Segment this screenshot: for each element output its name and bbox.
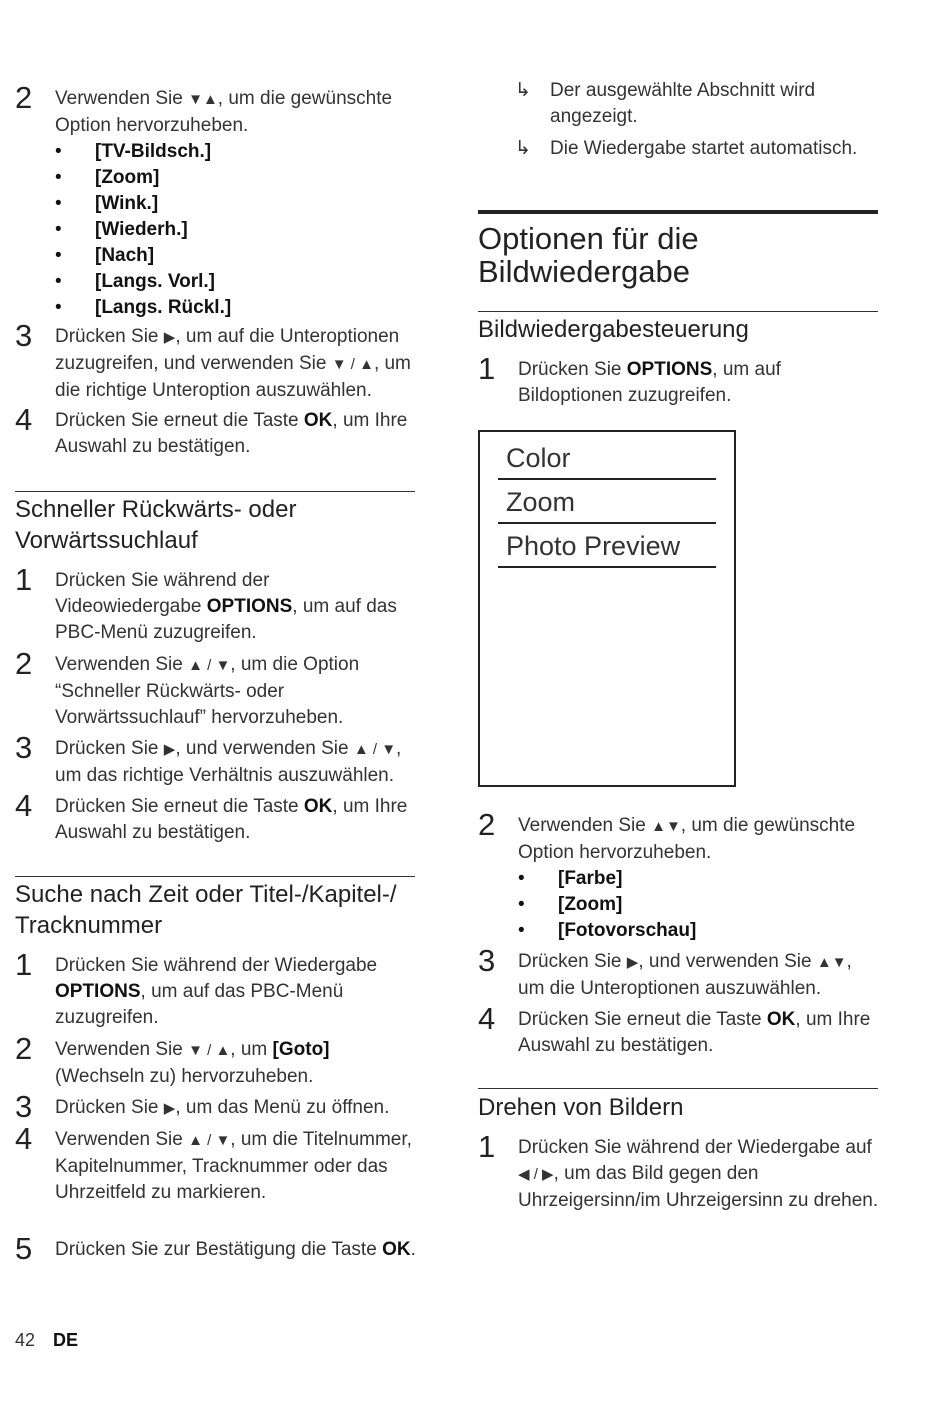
text: , um [230,1039,273,1060]
text: Verwenden Sie [55,88,189,109]
left-right-arrow-icon: ◀ / ▶ [518,1166,554,1183]
step-text [518,357,880,409]
list-item: • [Langs. Rückl.] [55,295,417,321]
list-item: • [Wiederh.] [55,217,417,243]
text: , um die gewünschte Option hervorzuheben. [55,88,393,136]
option-list [518,866,880,944]
options-key-label: OPTIONS [206,596,293,617]
text: Drücken Sie [518,951,627,972]
options-key-label: OPTIONS [626,359,713,380]
text: Drücken Sie [518,359,627,380]
text: , um das richtige Verhältnis auszuwählen. [55,738,402,786]
chapter-divider [478,210,878,214]
list-item: • [Zoom] [55,165,417,191]
section-divider [478,1088,878,1089]
step-number: 3 [15,318,33,353]
step-text [55,736,417,789]
section-title-rotate: Drehen von Bildern [478,1094,684,1121]
menu-item-color[interactable] [498,438,716,480]
step-number: 4 [15,402,33,437]
text: , um Ihre Auswahl zu bestätigen. [55,796,408,843]
section-divider [15,876,415,877]
step-number: 4 [478,1001,496,1036]
language-code: DE [53,1330,79,1350]
step-text [55,1095,417,1122]
step-number: 3 [15,730,33,765]
text: , um auf die Unteroptionen zuzugreifen, und verwenden Sie [55,326,400,374]
text: Verwenden Sie [55,1129,189,1150]
page-footer [15,1328,78,1352]
menu-item-label: Color [506,443,571,473]
text: , um auf Bildoptionen zuzugreifen. [518,359,781,406]
step-text [518,949,880,1002]
step-number: 2 [15,1031,33,1066]
text: , um auf das PBC-Menü zuzugreifen. [55,596,397,643]
step-text [518,813,880,944]
step-number: 2 [478,807,496,842]
list-item: • [Zoom] [518,892,880,918]
up-down-arrow-icon: ▲ / ▼ [188,1132,231,1149]
step-number: 5 [15,1231,33,1266]
up-down-arrow-icon: ▲▼ [651,818,681,835]
ok-key-label: OK [766,1009,796,1030]
text: , um die richtige Unteroption auszuwählen. [55,353,411,401]
text: , und verwenden Sie [175,738,354,759]
list-item: • [Nach] [55,243,417,269]
step-text [55,1237,417,1263]
step-text [518,1007,880,1059]
up-down-arrow-icon: ▲▼ [816,954,847,971]
right-arrow-icon: ▶ [163,741,176,758]
step-number: 1 [478,1129,496,1164]
result-arrow-icon: ↳ [515,138,531,159]
list-item: • [Fotovorschau] [518,918,880,944]
text: Drücken Sie während der Wiedergabe auf [518,1137,872,1158]
text: , um die Unteroptionen auszuwählen. [518,951,852,999]
chapter-title: Optionen für die Bildwiedergabe [478,221,699,289]
ok-key-label: OK [303,796,333,817]
step-number: 2 [15,80,33,115]
step-text [55,794,417,846]
text: Verwenden Sie [55,654,189,675]
menu-item-photo-preview[interactable] [498,526,716,568]
list-item: • [Wink.] [55,191,417,217]
result-section-shown [515,78,878,130]
step-number: 4 [15,1121,33,1156]
text: . [410,1239,416,1260]
down-up-arrow-icon: ▼ / ▲ [188,1042,231,1059]
step-number: 3 [478,943,496,978]
text: Drücken Sie [55,1097,164,1118]
step-text [55,1037,417,1090]
text: Drücken Sie zur Bestätigung die Taste [55,1239,383,1260]
text: Drücken Sie [55,738,164,759]
text: , um auf das PBC-Menü zuzugreifen. [55,981,344,1028]
result-text: Die Wiedergabe startet automatisch. [550,138,858,159]
text: Verwenden Sie [55,1039,189,1060]
step-number: 2 [15,646,33,681]
down-up-arrow-icon: ▼ / ▲ [331,356,374,373]
text: , um Ihre Auswahl zu bestätigen. [518,1009,871,1056]
goto-option-label: [Goto] [272,1039,330,1060]
step-text [55,324,417,404]
step-text [55,86,417,321]
option-list [55,139,417,321]
text: , um das Bild gegen den Uhrzeigersinn/im Uhrzeigersinn zu drehen. [518,1163,879,1211]
step-text [55,568,417,646]
text: , um Ihre Auswahl zu bestätigen. [55,410,408,457]
text: Drücken Sie während der Videowiedergabe [55,570,270,617]
down-up-arrow-icon: ▼▲ [188,91,218,108]
result-text: Der ausgewählte Abschnitt wird angezeigt. [550,80,816,127]
section-title-picture-control: Bildwiedergabesteuerung [478,316,749,343]
result-arrow-icon: ↳ [515,80,531,101]
section-divider [15,491,415,492]
step-number: 4 [15,788,33,823]
text: Drücken Sie erneut die Taste [55,796,304,817]
list-item: • [TV-Bildsch.] [55,139,417,165]
section-divider [478,311,878,312]
text: Drücken Sie erneut die Taste [518,1009,767,1030]
step-text [55,1127,417,1206]
ok-key-label: OK [382,1239,411,1260]
menu-item-zoom[interactable] [498,482,716,524]
right-arrow-icon: ▶ [626,954,639,971]
page-number: 42 [15,1330,36,1350]
text: (Wechseln zu) hervorzuheben. [55,1066,314,1087]
step-number: 1 [478,351,496,386]
up-down-arrow-icon: ▲ / ▼ [188,657,231,674]
text: Drücken Sie während der Wiedergabe [55,955,378,976]
text: Drücken Sie erneut die Taste [55,410,304,431]
up-down-arrow-icon: ▲ / ▼ [353,741,397,758]
text: , um die Titelnummer, Kapitelnummer, Tracknummer oder das Uhrzeitfeld zu markieren. [55,1129,412,1203]
list-item: • [Langs. Vorl.] [55,269,417,295]
picture-options-menu [478,430,736,787]
section-title-search-by-time: Suche nach Zeit oder Titel-/Kapitel-/ Tracknummer [15,881,397,939]
text: , um die Option “Schneller Rückwärts- oder Vorwärtssuchlauf” hervorzuheben. [55,654,360,728]
ok-key-label: OK [303,410,333,431]
menu-item-label: Photo Preview [506,531,681,561]
section-title-fast-search: Schneller Rückwärts- oder Vorwärtssuchlauf [15,496,297,554]
menu-item-label: Zoom [506,487,576,517]
text: , um die gewünschte Option hervorzuheben. [518,815,856,863]
text: , und verwenden Sie [638,951,817,972]
text: Verwenden Sie [518,815,652,836]
options-key-label: OPTIONS [55,981,141,1002]
right-arrow-icon: ▶ [163,1100,176,1117]
result-playback-starts [515,136,878,162]
step-text [518,1135,880,1214]
step-text [55,408,417,460]
step-number: 1 [15,562,33,597]
step-number: 1 [15,947,33,982]
step-text [55,953,417,1031]
step-text [55,652,417,731]
text: , um das Menü zu öffnen. [175,1097,390,1118]
right-arrow-icon: ▶ [163,329,176,346]
step-number: 3 [15,1089,33,1124]
list-item: • [Farbe] [518,866,880,892]
text: Drücken Sie [55,326,164,347]
